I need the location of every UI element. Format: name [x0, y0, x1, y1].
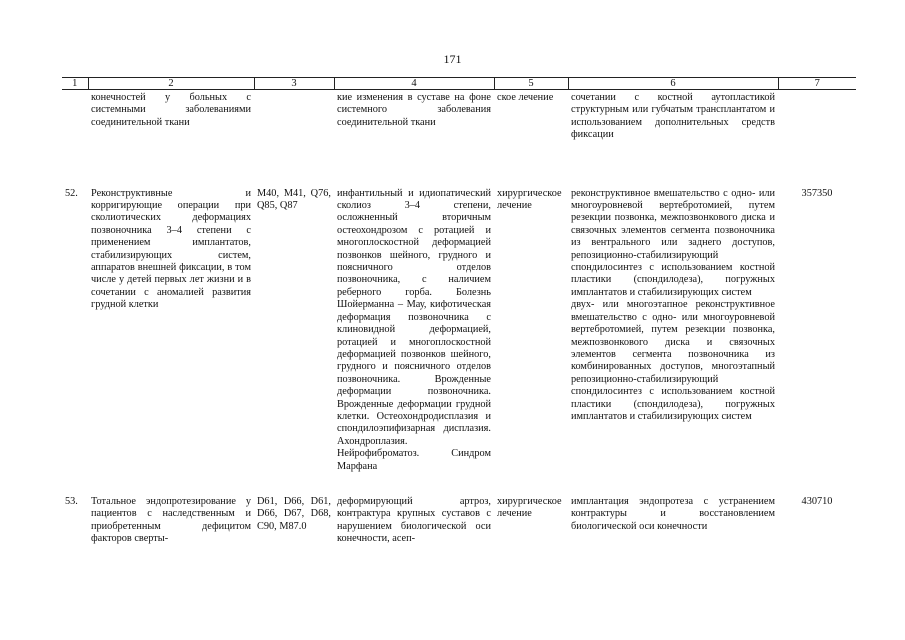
header-cell-7: 7: [778, 78, 856, 90]
table-row: [62, 90, 856, 142]
row-method: имплантация эндопротеза с устранением контрактуры и восстановлением биологической оси конечности: [571, 495, 775, 532]
header-cell-3: 3: [254, 78, 334, 90]
header-cell-5: 5: [494, 78, 568, 90]
row-price: 357350: [801, 187, 833, 199]
table-header-row: [62, 78, 856, 90]
row-price: [778, 90, 856, 142]
row-method: сочетании с костной аутопластикой структурным или губчатым трансплантатом и использованием дополнительных средств фиксации: [571, 92, 775, 141]
page-number: 171: [443, 52, 462, 66]
header-cell-4: 4: [334, 78, 494, 90]
row-price: 430710: [801, 495, 833, 507]
row-type: хирургическое лечение: [497, 495, 562, 520]
row-number: [62, 90, 88, 142]
row-name: конечностей у больных с системными заболеваниями соединительной ткани: [91, 92, 251, 128]
header-cell-6: 6: [568, 78, 778, 90]
row-name: Тотальное эндопротезирование у пациентов с наследственным и приобретенным дефицитом факторов сверты-: [91, 495, 251, 545]
row-model: инфантильный и идиопатический сколиоз 3–4 степени, осложненный вторичным остеохондрозом с ротацией и многоплоскостной деформацией позвонков шейного, грудного и поясничного отделов позвоночника, с наличием реберного горба. Болезнь Шойерманна – Мау, кифотическая деформация позвоночника с клиновидной деформацией, ротацией и многоплоскостной деформацией позвонков шейного, грудного и поясничного отделов позвоночника. Врожденные деформации позвоночника. Врожденные деформации грудной клетки. Остеохондродисплазия и спондилоэпифизарная дисплазия. Ахондроплазия. Нейрофиброматоз. Синдром Марфана: [337, 187, 491, 472]
row-model: кие изменения в суставе на фоне системного заболевания соединительной ткани: [337, 92, 491, 128]
row-type: ское лечение: [497, 92, 554, 103]
row-type: хирургическое лечение: [497, 187, 562, 212]
row-method: реконструктивное вмешательство с одно- или многоуровневой вертебротомией, путем резекции позвонка, межпозвонкового диска и связочных элементов сегмента позвоночника из вентрального или заднего доступов, репозиционно-стабилизирующий спондилосинтез с использованием костной пластики (спондилодеза), погружных имплантатов и стабилизирующих систем двух- или многоэтапное реконструктивное вмешательство с одно- или многоуровневой вертебротомией, путем резекции позвонка, межпозвонкового диска и связочных элементов сегмента позвоночника из комбинированных доступов, многоэтапный репозиционно-стабилизирующий спондилосинтез с использованием костной пластики (спондилодеза), погружных имплантатов и стабилизирующих систем: [571, 187, 775, 422]
row-number: 52.: [65, 187, 78, 199]
table-row: [62, 473, 856, 546]
row-codes: M40, M41, Q76, Q85, Q87: [257, 187, 331, 212]
services-table: [62, 77, 856, 546]
row-model: деформирующий артроз, контрактура крупных суставов с нарушением биологической оси конечности, асеп-: [337, 495, 491, 545]
header-cell-1: 1: [62, 78, 88, 90]
header-cell-2: 2: [88, 78, 254, 90]
row-number: 53.: [65, 495, 78, 507]
row-codes: [254, 90, 334, 142]
row-codes: D61, D66, D61, D66, D67, D68, C90, M87.0: [257, 495, 331, 532]
table-row: [62, 142, 856, 473]
row-name: Реконструктивные и корригирующие операции при сколиотических деформациях позвоночника 3–4 степени с применением имплантатов, стабилизирующих систем, аппаратов внешней фиксации, в том числе у детей первых лет жизни и в сочетании с аномалией развития грудной клетки: [91, 187, 251, 311]
